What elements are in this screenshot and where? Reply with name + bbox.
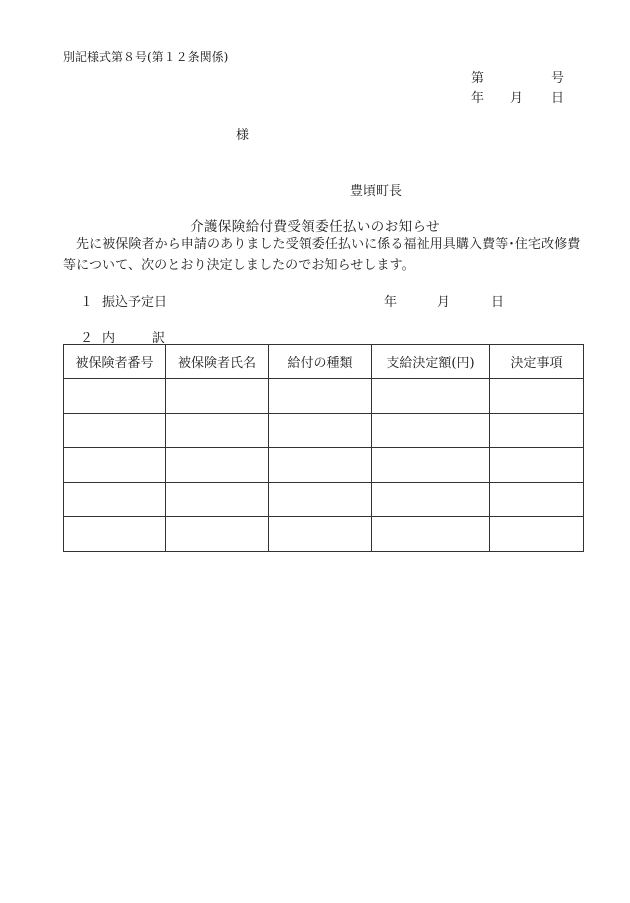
date-month: 月 xyxy=(510,91,524,106)
item1-month: 月 xyxy=(437,295,451,310)
cell-insured-name xyxy=(166,379,269,414)
cell-insured-name xyxy=(166,448,269,483)
cell-decision xyxy=(490,448,584,483)
cell-benefit-type xyxy=(269,413,372,448)
header-decision: 決定事項 xyxy=(490,345,584,379)
table-row xyxy=(64,482,584,517)
item1-year: 年 xyxy=(384,295,398,310)
form-label: 別記様式第８号(第１２条関係) xyxy=(63,50,229,64)
body-text: 先に被保険者から申請のありました受領委任払いに係る福祉用具購入費等･住宅改修費等について、次のとおり決定しましたのでお知らせします。 xyxy=(63,237,581,273)
header-benefit-type: 給付の種類 xyxy=(269,345,372,379)
cell-decision xyxy=(490,517,584,552)
doc-number-suffix: 号 xyxy=(551,71,565,86)
cell-payment-amount xyxy=(372,413,490,448)
item2-number: ２ xyxy=(80,331,94,346)
doc-number-prefix: 第 xyxy=(471,71,485,86)
item1-label: 振込予定日 xyxy=(102,295,168,310)
cell-payment-amount xyxy=(372,517,490,552)
date-year: 年 xyxy=(471,91,485,106)
cell-insured-name xyxy=(166,517,269,552)
item2-label-first: 内 xyxy=(102,331,116,346)
issuer-name: 豊頃町長 xyxy=(350,184,403,199)
cell-insured-number xyxy=(64,413,166,448)
cell-insured-number xyxy=(64,379,166,414)
breakdown-table xyxy=(63,344,584,552)
cell-decision xyxy=(490,482,584,517)
table-row xyxy=(64,379,584,414)
cell-benefit-type xyxy=(269,517,372,552)
cell-payment-amount xyxy=(372,482,490,517)
cell-payment-amount xyxy=(372,448,490,483)
item1-number: １ xyxy=(80,295,94,310)
cell-insured-number xyxy=(64,448,166,483)
item1-day: 日 xyxy=(491,295,505,310)
header-insured-number: 被保険者番号 xyxy=(64,345,166,379)
cell-payment-amount xyxy=(372,379,490,414)
table-row xyxy=(64,413,584,448)
cell-benefit-type xyxy=(269,448,372,483)
cell-insured-number xyxy=(64,482,166,517)
header-payment-amount: 支給決定額(円) xyxy=(372,345,490,379)
item2-label-second: 訳 xyxy=(152,331,166,346)
header-insured-name: 被保険者氏名 xyxy=(166,345,269,379)
cell-insured-name xyxy=(166,413,269,448)
cell-insured-name xyxy=(166,482,269,517)
cell-decision xyxy=(490,413,584,448)
table-header-row xyxy=(64,345,584,379)
cell-insured-number xyxy=(64,517,166,552)
recipient-suffix: 様 xyxy=(236,128,250,143)
cell-benefit-type xyxy=(269,379,372,414)
table-row xyxy=(64,517,584,552)
date-day: 日 xyxy=(551,91,565,106)
cell-decision xyxy=(490,379,584,414)
document-title: 介護保険給付費受領委任払いのお知らせ xyxy=(190,219,440,235)
table-row xyxy=(64,448,584,483)
cell-benefit-type xyxy=(269,482,372,517)
